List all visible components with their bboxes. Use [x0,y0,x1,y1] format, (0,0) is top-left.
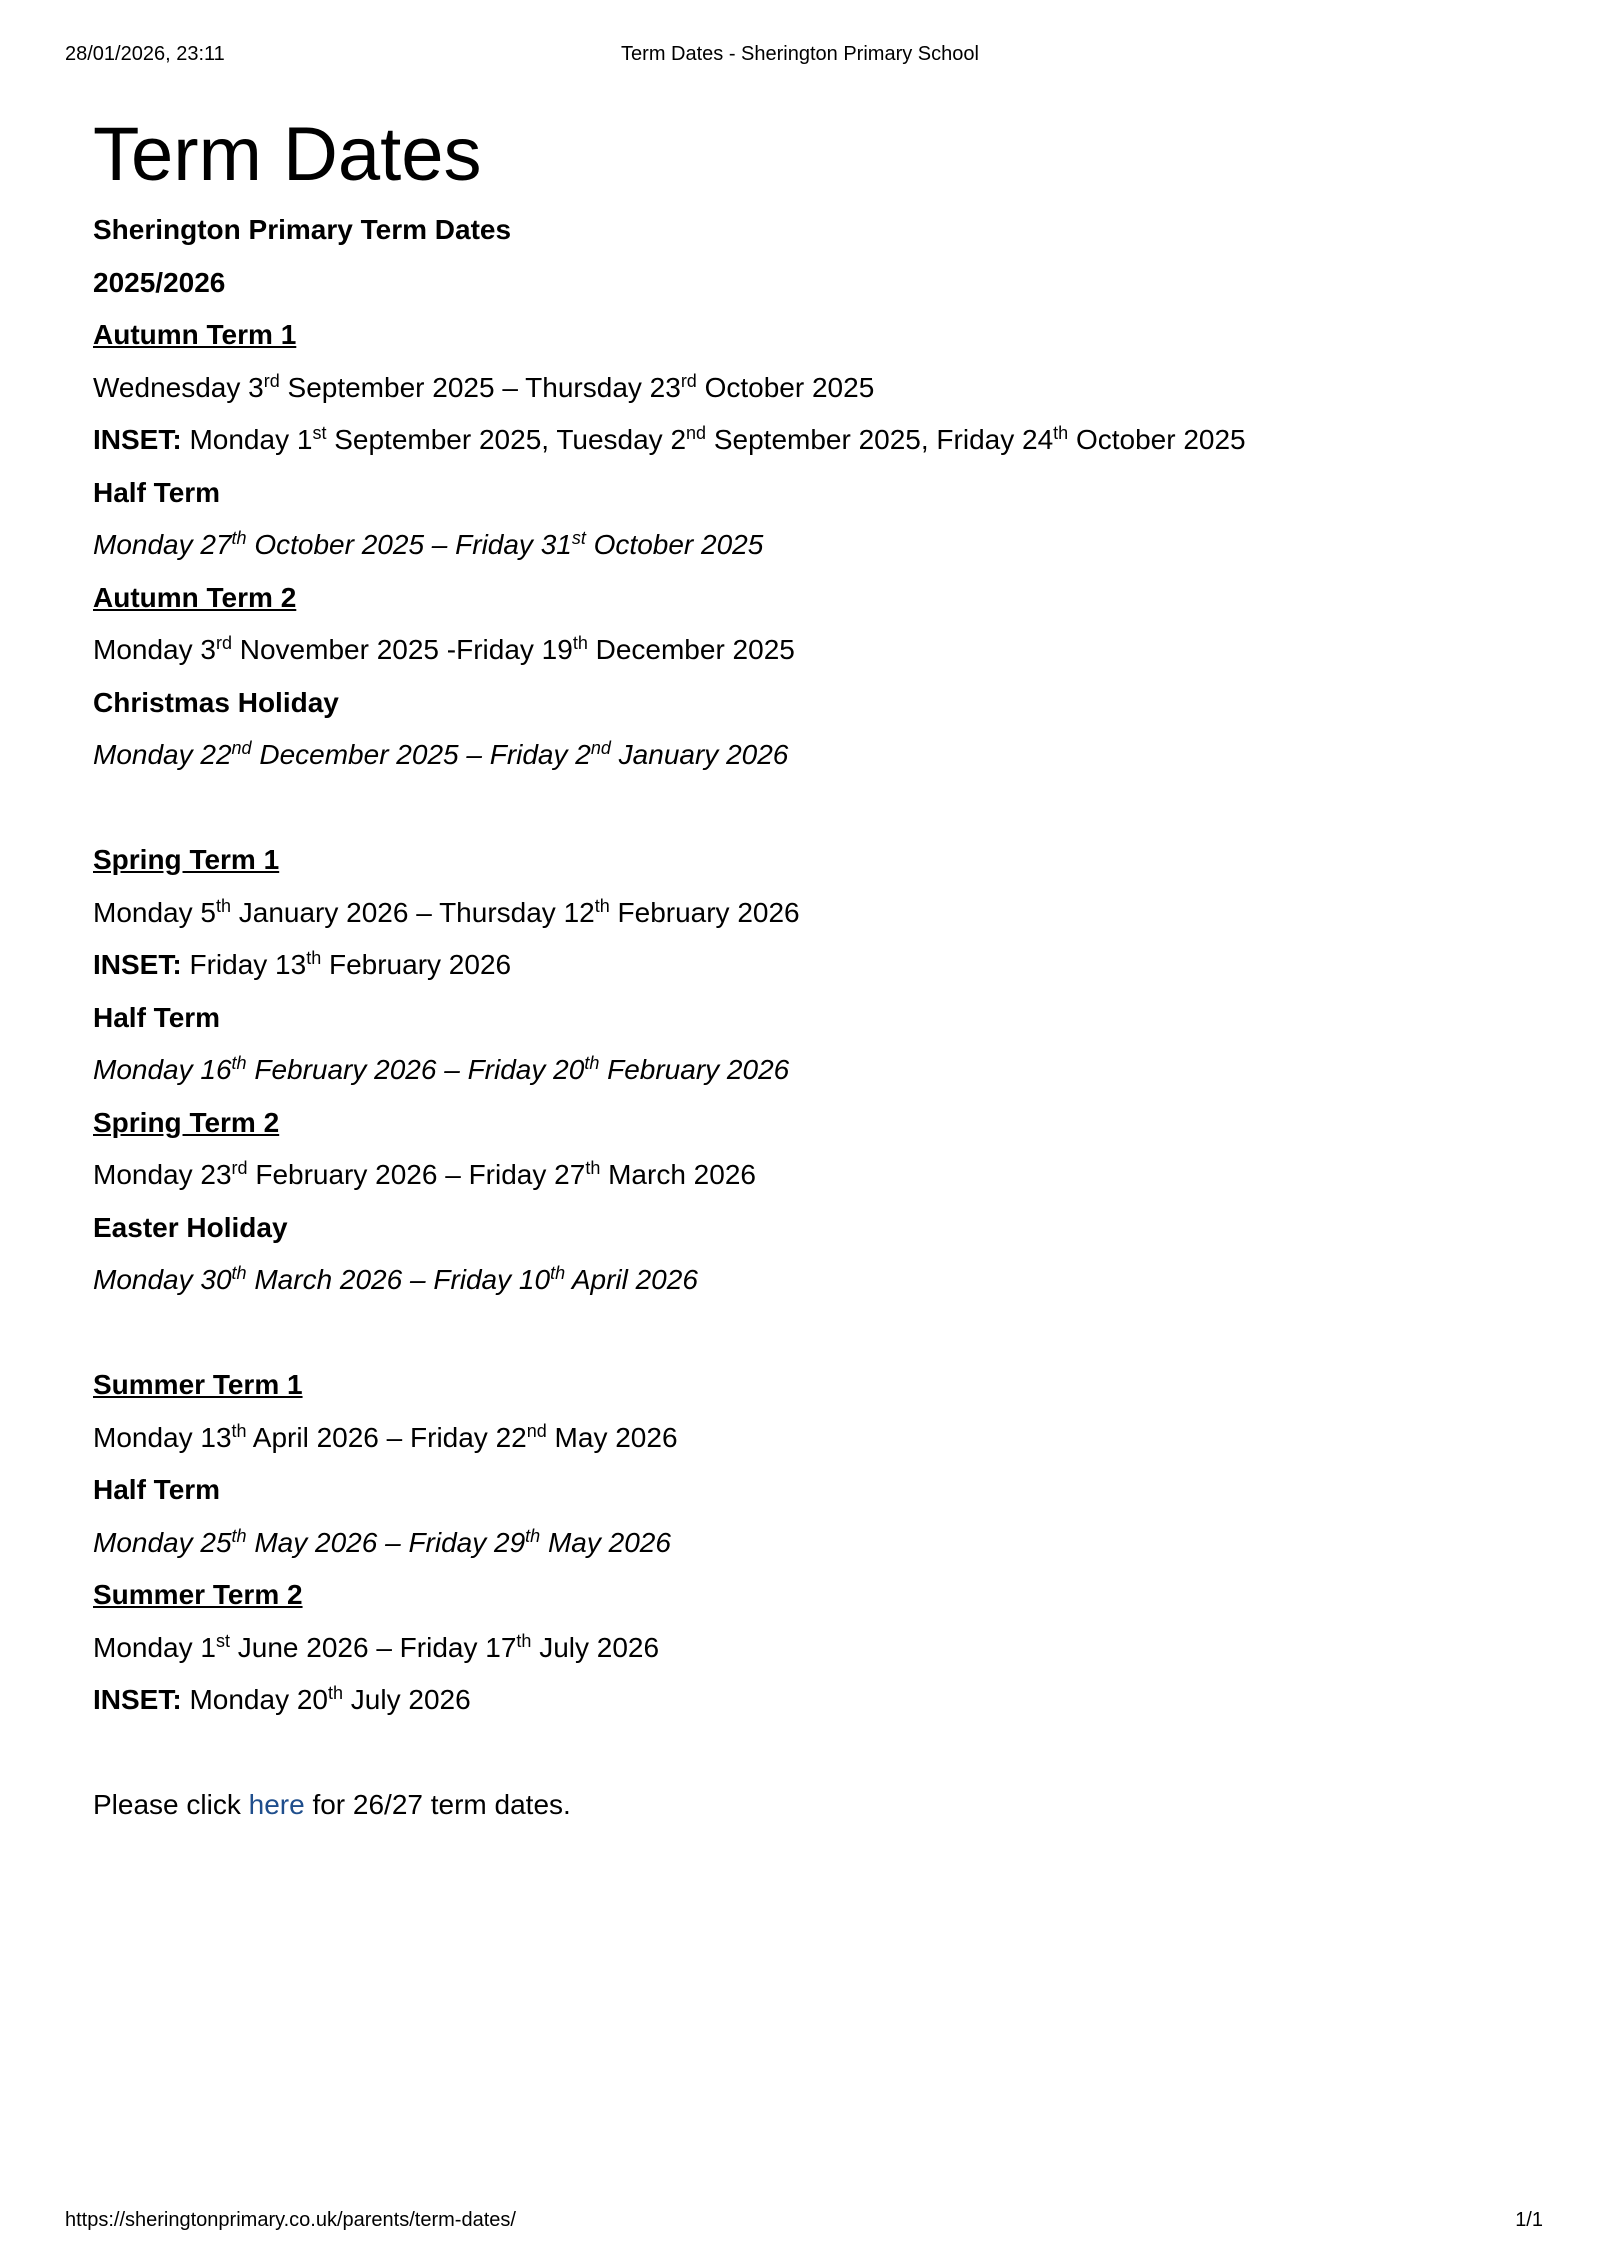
summer-half-term-dates: Monday 25th May 2026 – Friday 29th May 2026 [93,1525,671,1558]
autumn-term-1-heading: Autumn Term 1 [93,319,297,350]
summer-term-2-dates: Monday 1st June 2026 – Friday 17th July 2026 [93,1630,660,1663]
autumn-term-2-dates: Monday 3rd November 2025 -Friday 19th December 2025 [93,633,795,665]
spring-term-1-heading: Spring Term 1 [93,844,280,875]
next-year-note: Please click here for 26/27 term dates. [93,1789,571,1820]
summer-term-2-inset: INSET: Monday 20th July 2026 [93,1683,471,1715]
spring-half-term-heading: Half Term [93,1001,221,1033]
autumn-term-1-inset: INSET: Monday 1st September 2025, Tuesday 2nd September 2025, Friday 24th October 2025 [93,423,1246,455]
summer-term-1-dates: Monday 13th April 2026 – Friday 22nd May 2026 [93,1420,678,1453]
autumn-half-term-heading: Half Term [93,476,221,508]
spring-term-2-dates: Monday 23rd February 2026 – Friday 27th March 2026 [93,1158,756,1190]
summer-term-1-heading: Summer Term 1 [93,1369,303,1400]
academic-year: 2025/2026 [93,266,226,298]
inset-label: INSET: [93,949,182,980]
inset-label: INSET: [93,424,182,455]
spring-term-1-dates: Monday 5th January 2026 – Thursday 12th February 2026 [93,895,800,928]
next-year-term-dates-link[interactable]: here [248,1789,305,1820]
section-spacer [93,788,1507,841]
spring-term-1-inset: INSET: Friday 13th February 2026 [93,948,512,980]
easter-holiday-dates: Monday 30th March 2026 – Friday 10th April 2026 [93,1263,698,1295]
page-title: Term Dates [93,112,482,197]
autumn-half-term-dates: Monday 27th October 2025 – Friday 31st October 2025 [93,528,764,560]
print-header [65,40,1535,68]
inset-label: INSET: [93,1684,182,1715]
summer-half-term-heading: Half Term [93,1474,221,1505]
print-datetime: 28/01/2026, 23:11 [65,43,225,65]
spring-term-2-heading: Spring Term 2 [93,1106,280,1138]
print-page-number: 1/1 [1515,2209,1543,2231]
autumn-term-2-heading: Autumn Term 2 [93,581,297,613]
print-page-title: Term Dates - Sherington Primary School [621,43,979,65]
summer-term-2-heading: Summer Term 2 [93,1579,303,1610]
section-spacer [93,1313,1507,1366]
page-subtitle: Sherington Primary Term Dates [93,214,512,245]
print-url: https://sheringtonprimary.co.uk/parents/term-dates/ [65,2209,516,2231]
christmas-holiday-dates: Monday 22nd December 2025 – Friday 2nd January 2026 [93,738,789,770]
autumn-term-1-dates: Wednesday 3rd September 2025 – Thursday 23rd October 2025 [93,370,875,403]
print-footer [65,2206,1543,2234]
christmas-holiday-heading: Christmas Holiday [93,686,339,718]
easter-holiday-heading: Easter Holiday [93,1211,288,1243]
spring-half-term-dates: Monday 16th February 2026 – Friday 20th February 2026 [93,1053,790,1085]
section-spacer [93,1733,1507,1786]
main-content [93,110,1507,1838]
